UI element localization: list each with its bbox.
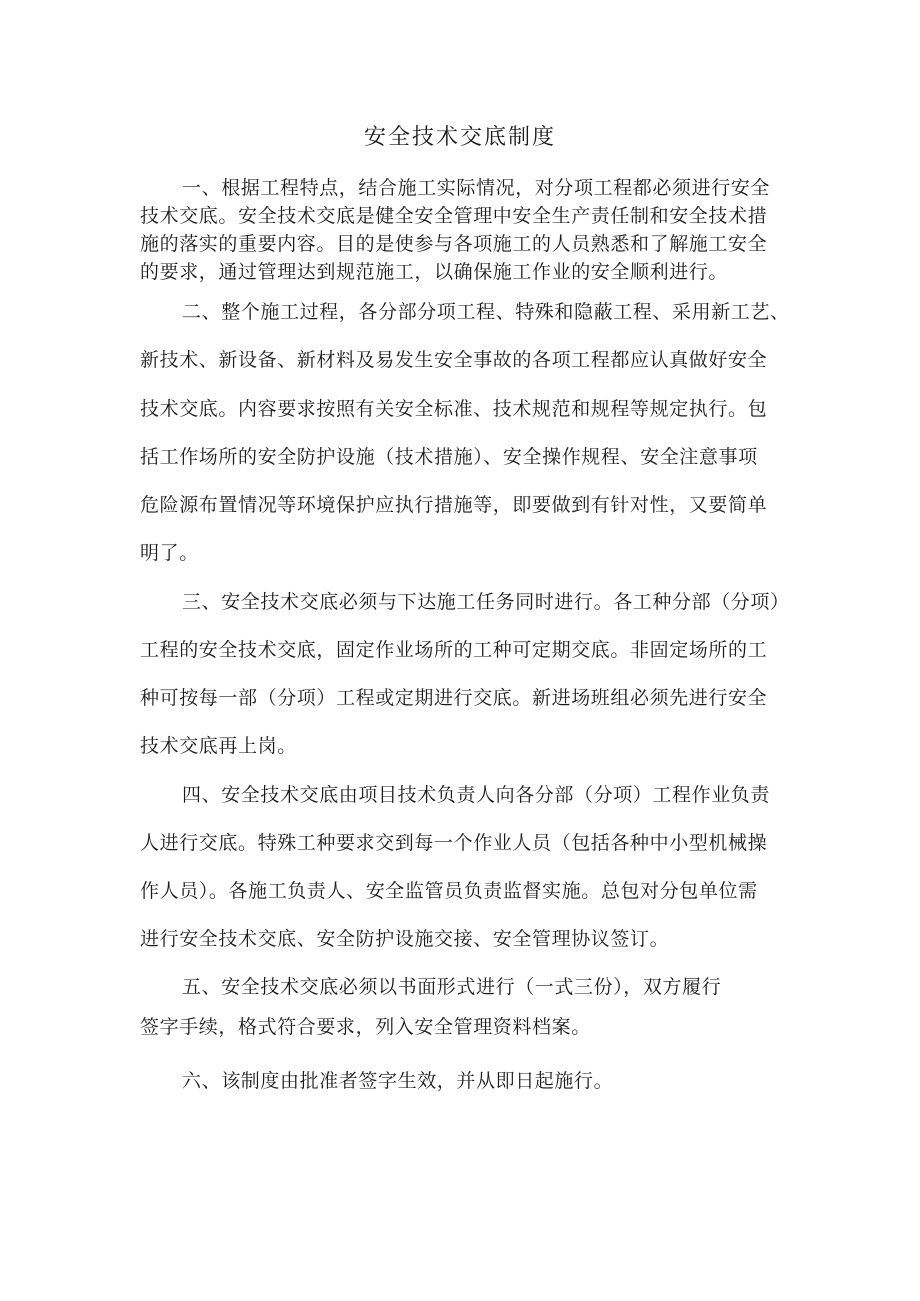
- paragraph-4-line-4: 进行安全技术交底、安全防护设施交接、安全管理协议签订。: [140, 928, 670, 950]
- paragraph-4-line-3: 作人员）。各施工负责人、安全监管员负责监督实施。总包对分包单位需: [140, 880, 758, 902]
- paragraph-6-line-1: 六、该制度由批准者签字生效，并从即日起施行。: [182, 1070, 614, 1092]
- paragraph-3-line-1: 三、安全技术交底必须与下达施工任务同时进行。各工种分部（分项）: [182, 591, 790, 613]
- paragraph-2-line-2: 新技术、新设备、新材料及易发生安全事故的各项工程都应认真做好安全: [140, 349, 768, 371]
- paragraph-1-line-4: 的要求，通过管理达到规范施工，以确保施工作业的安全顺利进行。: [140, 261, 729, 283]
- document-title: 安全技术交底制度: [363, 125, 556, 150]
- paragraph-1-line-3: 施的落实的重要内容。目的是使参与各项施工的人员熟悉和了解施工安全: [140, 233, 768, 255]
- paragraph-2-line-4: 括工作场所的安全防护设施（技术措施）、安全操作规程、安全注意事项: [140, 446, 758, 468]
- paragraph-4-line-1: 四、安全技术交底由项目技术负责人向各分部（分项）工程作业负责: [182, 784, 771, 806]
- paragraph-3-line-4: 技术交底再上岗。: [140, 735, 297, 757]
- paragraph-4-line-2: 人进行交底。特殊工种要求交到每一个作业人员（包括各种中小型机械操: [140, 832, 768, 854]
- paragraph-2-line-1: 二、整个施工过程，各分部分项工程、特殊和隐蔽工程、采用新工艺、: [182, 301, 790, 323]
- paragraph-1-line-2: 技术交底。安全技术交底是健全安全管理中安全生产责任制和安全技术措: [140, 205, 768, 227]
- paragraph-5-line-2: 签字手续，格式符合要求，列入安全管理资料档案。: [140, 1016, 591, 1038]
- paragraph-3-line-2: 工程的安全技术交底，固定作业场所的工种可定期交底。非固定场所的工: [140, 639, 768, 661]
- paragraph-5-line-1: 五、安全技术交底必须以书面形式进行（一式三份），双方履行: [182, 976, 722, 998]
- paragraph-2-line-3: 技术交底。内容要求按照有关安全标准、技术规范和规程等规定执行。包: [140, 398, 768, 420]
- paragraph-1-line-1: 一、根据工程特点，结合施工实际情况，对分项工程都必须进行安全: [182, 177, 771, 199]
- paragraph-2-line-5: 危险源布置情况等环境保护应执行措施等，即要做到有针对性，又要简单: [140, 494, 768, 516]
- paragraph-2-line-6: 明了。: [140, 542, 199, 564]
- paragraph-3-line-3: 种可按每一部（分项）工程或定期进行交底。新进场班组必须先进行安全: [140, 687, 768, 709]
